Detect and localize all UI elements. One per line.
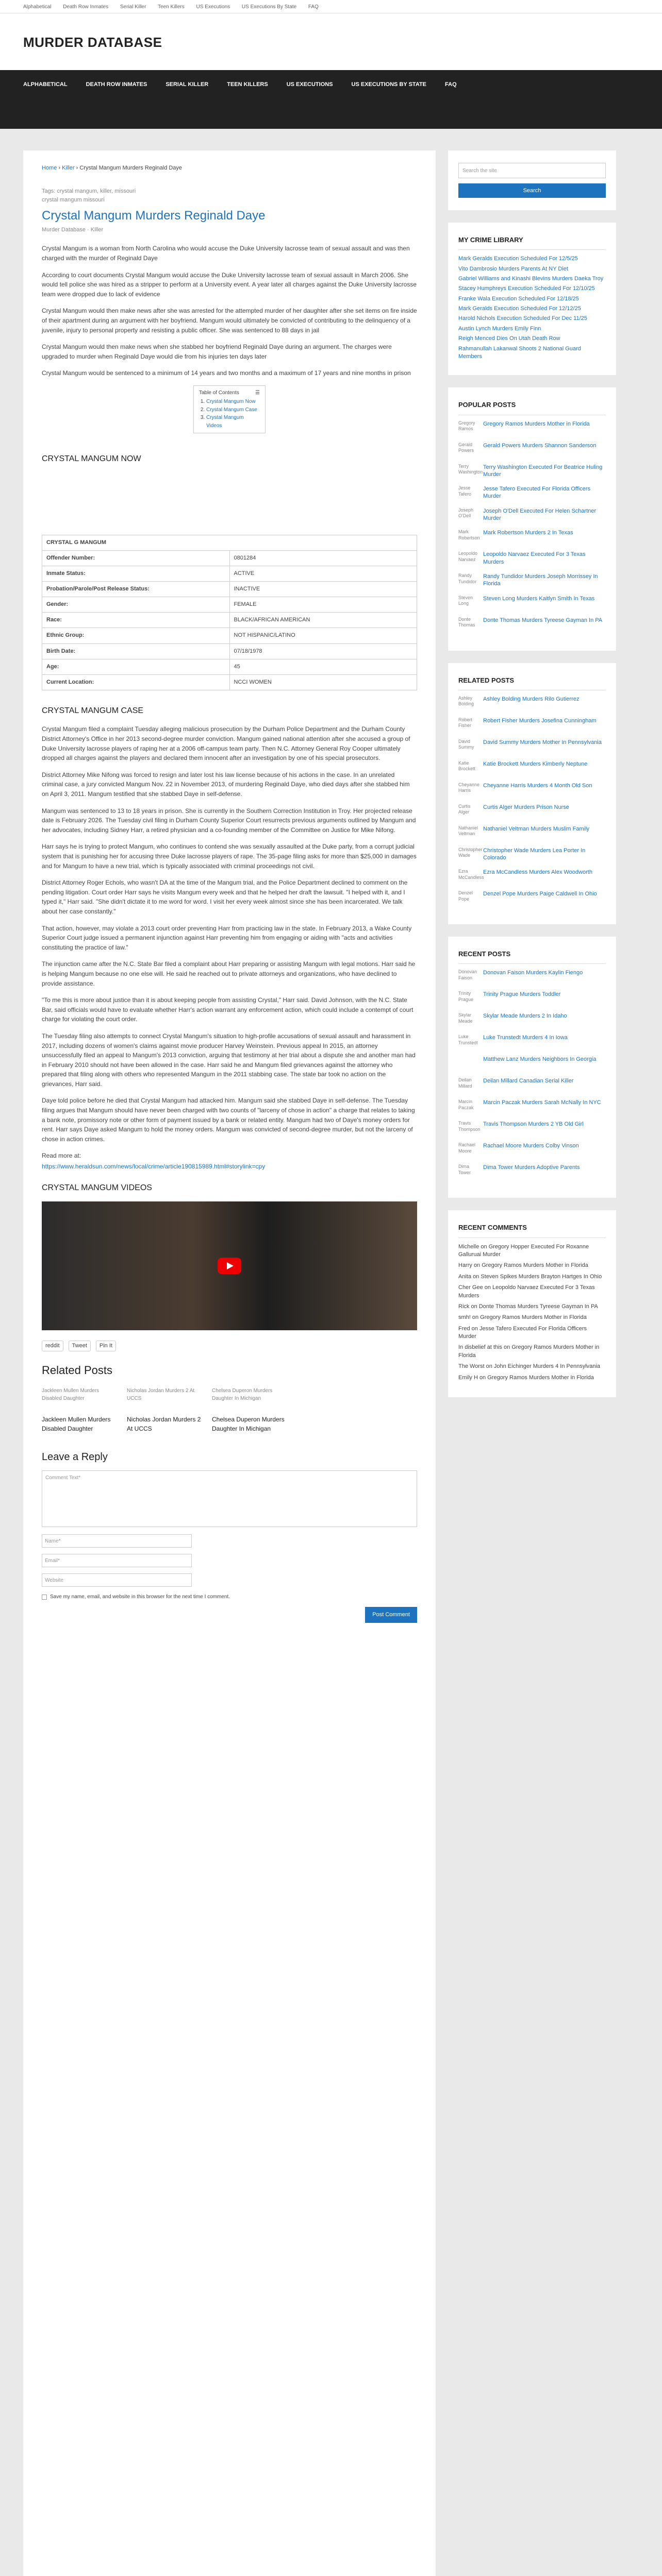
table-row: Age: 45	[42, 659, 417, 674]
library-link[interactable]: Mark Geralds Execution Scheduled For 12/12/25	[458, 306, 581, 312]
broken-image-alt: crystal mangum missouri	[42, 197, 105, 204]
library-link[interactable]: Reigh Menced Dies On Utah Death Row	[458, 335, 560, 342]
main-nav	[0, 70, 662, 129]
case-paragraph: Crystal Mangum filed a complaint Tuesday alleging malicious prosecution by the Durham Police Department and the Durham County District Attorney's Office in her 2013 second-degree murder conviction. Mangum gained national attention after she accused a group of Duke University lacrosse players of raping her at a 2006 off-campus team party. Then N.C. Attorney General Roy Cooper ultimately dropped all charges against the players and declared them innocent after an investigation by one of his special prosecutors.	[42, 725, 410, 762]
table-row: Probation/Parole/Post Release Status: INACTIVE	[42, 582, 417, 597]
top-link[interactable]: US Executions	[196, 4, 230, 10]
nav-item[interactable]: DEATH ROW INMATES	[86, 81, 147, 88]
widget-title: MY CRIME LIBRARY	[458, 235, 606, 250]
related-item[interactable]: Nicholas Jordan Murders 2 At UCCS Nicholas Jordan Murders 2 At UCCS	[127, 1387, 201, 1433]
case-paragraph: Mangum was sentenced to 13 to 18 years in prison. She is currently in the Southern Correction Institution in Troy. Her projected release date is February 2026. The Tuesday civil filing in Durham County Superior Court resurrects previous arguments outlined by Mangum and her advocates, including Sidney Harr, a retired physician and a co-founding member of the Committee on Justice for Mike Nifong.	[42, 807, 416, 834]
sidebar	[448, 150, 616, 2576]
nav-item[interactable]: SERIAL KILLER	[166, 81, 209, 88]
read-more-label: Read more at:	[42, 1152, 81, 1160]
article	[23, 150, 436, 2576]
related-item[interactable]: Jackleen Mullen Murders Disabled Daughter Jackleen Mullen Murders Disabled Daughter	[42, 1387, 117, 1434]
related-thumb: Nicholas Jordan Murders 2 At UCCS	[127, 1387, 195, 1402]
comment-item[interactable]: In disbelief at this on Gregory Ramos Murders Mother in Florida	[458, 1344, 600, 1359]
table-of-contents	[193, 385, 266, 434]
table-row: Birth Date: 07/18/1978	[42, 643, 417, 659]
comment-item[interactable]: Emily H on Gregory Ramos Murders Mother in Florida	[458, 1374, 594, 1381]
list-item[interactable]: Ashley Bolding Ashley Bolding Murders Rilo Gutierrez	[458, 695, 580, 707]
nav-item[interactable]: US EXECUTIONS	[286, 81, 333, 88]
list-item[interactable]: Mark Robertson Mark Robertson Murders 2 In Texas	[458, 529, 573, 541]
list-item[interactable]: Randy Tundidor Randy Tundidor Murders Joseph Morrissey In Florida	[458, 572, 598, 587]
inmate-table	[42, 535, 417, 690]
widget-title: POPULAR POSTS	[458, 400, 606, 415]
comment-item[interactable]: Anita on Steven Spikes Murders Brayton Hartges In Ohio	[458, 1273, 602, 1280]
read-more-link[interactable]: https://www.heraldsun.com/news/local/crime/article190815989.html#storylink=cpy	[42, 1163, 266, 1171]
share-bar	[42, 1341, 417, 1351]
list-item[interactable]: Ezra McCandless Ezra McCandless Murders Alex Woodworth	[458, 869, 592, 880]
recent-comments-widget	[448, 1210, 616, 1397]
email-field[interactable]: Email*	[42, 1554, 192, 1567]
list-item[interactable]: Luke Trunstedt Luke Trunstedt Murders 4 In Iowa	[458, 1034, 568, 1046]
post-meta[interactable]: Murder Database · Killer	[42, 227, 104, 233]
list-item[interactable]: Skylar Meade Skylar Meade Murders 2 In Idaho	[458, 1012, 567, 1024]
library-link[interactable]: Vito Dambrosio Murders Parents At NY Diet	[458, 265, 568, 272]
intro-paragraph: Crystal Mangum is a woman from North Carolina who would accuse the Duke University lacrosse team of sexual assault and was then charged with the murder of Reginald Daye	[42, 245, 410, 262]
crumb-category[interactable]: Killer	[62, 165, 75, 171]
list-item[interactable]: Gregory Ramos Gregory Ramos Murders Mother in Florida	[458, 420, 590, 432]
tweet-button[interactable]: Tweet	[69, 1341, 91, 1351]
intro-paragraph: Crystal Mangum would then make news when she stabbed her boyfriend Reginald Daye during an argument. The charges were upgraded to murder when Reginald Daye would die from his injuries ten days later	[42, 343, 392, 360]
breadcrumb: Home › Killer › Crystal Mangum Murders Reginald Daye	[42, 165, 183, 171]
list-item[interactable]: Robert Fisher Robert Fisher Murders Josefina Cunningham	[458, 717, 597, 728]
section-heading-videos: CRYSTAL MANGUM VIDEOS	[42, 1183, 152, 1192]
search-widget	[448, 150, 616, 210]
related-thumb: Chelsea Duperon Murders Daughter In Michigan	[212, 1387, 273, 1402]
save-info-label: Save my name, email, and website in this browser for the next time I comment.	[50, 1594, 230, 1600]
list-item[interactable]: Cheyanne Harris Cheyanne Harris Murders 4 Month Old Son	[458, 782, 592, 793]
list-item[interactable]: Curtis Alger Curtis Alger Murders Prison Nurse	[458, 803, 569, 815]
video-embed[interactable]	[42, 1201, 417, 1330]
reddit-share-button[interactable]: reddit	[42, 1341, 63, 1351]
search-button[interactable]: Search	[458, 183, 606, 198]
comment-item[interactable]: Fred on Jesse Tafero Executed For Florida Officers Murder	[458, 1325, 587, 1340]
table-row: Inmate Status: ACTIVE	[42, 566, 417, 582]
top-link[interactable]: Serial Killer	[120, 4, 146, 10]
case-paragraph: District Attorney Mike Nifong was forced to resign and later lost his law license because of his actions in the case. In an unrelated criminal case, a jury convicted Mangum Nov. 22 in November 2013, of murdering Reginald Daye, who died days after she stabbed him on April 3, 2011. Mangum testified that she stabbed Daye in self-defense.	[42, 771, 410, 798]
widget-title: RECENT COMMENTS	[458, 1223, 606, 1238]
library-link[interactable]: Mark Geralds Execution Scheduled For 12/5/25	[458, 256, 578, 262]
case-paragraph: Harr says he is trying to protect Mangum, who continues to contend she was sexually assaulted at the Duke party, from a corrupt judicial system that is punishing her for accusing three Duke lacrosse players of rape. The 35-page filing asks for more than $25,000 in damages and for Mangum to have a new trial, which is typically associated with criminal proceedings not civil.	[42, 843, 417, 870]
list-item[interactable]: Christopher Wade Christopher Wade Murders Lea Porter In Colorado	[458, 846, 586, 861]
list-item[interactable]: Steven Long Steven Long Murders Kaitlyn Smith In Texas	[458, 595, 595, 606]
library-link[interactable]: Rahmanullah Lakanwal Shoots 2 National Guard Members	[458, 345, 581, 360]
toc-title: Table of Contents	[199, 389, 239, 396]
play-icon[interactable]	[218, 1258, 241, 1274]
website-field[interactable]: Website	[42, 1573, 192, 1587]
widget-title: RELATED POSTS	[458, 675, 606, 690]
widget-title: RECENT POSTS	[458, 949, 606, 964]
nav-item[interactable]: FAQ	[445, 81, 457, 88]
search-input[interactable]: Search the site	[458, 163, 606, 178]
comment-item[interactable]: The Worst on John Eichinger Murders 4 In Pennsylvania	[458, 1363, 600, 1370]
list-item[interactable]: Leopoldo Narvaez Leopoldo Narvaez Executed For 3 Texas Murders	[458, 551, 586, 565]
crumb-home[interactable]: Home	[42, 165, 57, 171]
top-link[interactable]: FAQ	[308, 4, 319, 10]
comment-item[interactable]: Cher Gee on Leopoldo Narvaez Executed For 3 Texas Murders	[458, 1284, 595, 1299]
list-item[interactable]: Joseph O'Dell Joseph O'Dell Executed For Helen Schartner Murder	[458, 507, 597, 522]
library-link[interactable]: Austin Lynch Murders Emily Finn	[458, 325, 541, 332]
popular-posts-widget	[448, 387, 616, 650]
comment-item[interactable]: smh! on Gregory Ramos Murders Mother in Florida	[458, 1314, 587, 1321]
related-posts	[42, 1387, 417, 1434]
post-comment-button[interactable]: Post Comment	[365, 1607, 417, 1623]
list-item[interactable]: Nathaniel Veltman Nathaniel Veltman Murders Muslim Family	[458, 825, 590, 837]
list-item[interactable]: Matthew Lanz Murders Neighbors In Georgia	[483, 1056, 597, 1063]
post-title: Crystal Mangum Murders Reginald Daye	[42, 209, 266, 223]
post-tags[interactable]: Tags: crystal mangum, killer, missouri	[42, 188, 136, 195]
table-row: Race: BLACK/AFRICAN AMERICAN	[42, 613, 417, 628]
library-link[interactable]: Gabriel Williams and Kinashi Blevins Murders Daeka Troy	[458, 275, 604, 282]
list-item[interactable]: Donte Thomas Donte Thomas Murders Tyreese Gayman In PA	[458, 616, 603, 628]
table-row: Current Location: NCCI WOMEN	[42, 674, 417, 690]
pin-button[interactable]: Pin It	[96, 1341, 116, 1351]
case-paragraph: That action, however, may violate a 2013 court order preventing Harr from practicing law in the state. In February 2013, a Wake County Superior Court judge issued a permanent injunction against Harr preventing him from engaging or aiding with "acts and activities constituting the practice of law."	[42, 924, 412, 951]
nav-item[interactable]: TEEN KILLERS	[227, 81, 268, 88]
table-row: Gender: FEMALE	[42, 597, 417, 613]
save-info-checkbox[interactable]	[42, 1595, 47, 1600]
table-row: Ethnic Group: NOT HISPANIC/LATINO	[42, 628, 417, 643]
embed-placeholder	[42, 473, 417, 535]
list-item[interactable]: Trinity Prague Trinity Prague Murders Toddler	[458, 991, 561, 1003]
site-header	[0, 13, 662, 70]
case-paragraph: The injunction came after the N.C. State Bar filed a complaint about Harr preparing or assisting Mangum with legal motions. Harr said he is helping Mangum because no one else will. He said he reached out to private attorneys and organizations, who have declined to provide assistance.	[42, 960, 416, 987]
case-paragraph: The Tuesday filing also attempts to connect Crystal Mangum's situation to high-profile accusations of sexual assault and harassment in 2017, including dozens of women's claims against movie producer Harvey Weinstein. Previous appeal In 2015, an attorney unsuccessfully filed an appeal to Mangum's 2013 conviction, arguing that testimony at her trial about a dispute she and another man had in February 2010 should not have been allowed in the case. Harr said he and Mangum filed grievances against the attorney who prepared that filing along with others who represented Mangum in the 2011 stabbing case. The state bar took no action on the grievances, Harr said.	[42, 1032, 416, 1088]
list-item[interactable]: Terry Washington Terry Washington Executed For Beatrice Huling Murder	[458, 463, 603, 478]
list-item[interactable]: Katie Brockett Katie Brockett Murders Kimberly Neptune	[458, 760, 588, 772]
list-item[interactable]: Rachael Moore Rachael Moore Murders Colby Vinson	[458, 1142, 579, 1154]
comment-item[interactable]: Michelle on Gregory Hopper Executed For Roxanne Galluruai Murder	[458, 1243, 589, 1258]
top-link[interactable]: US Executions By State	[241, 4, 297, 10]
list-item[interactable]: Marcin Paczak Marcin Paczak Murders Sarah McNally In NYC	[458, 1099, 601, 1111]
toc-item[interactable]: Crystal Mangum Videos	[206, 415, 244, 429]
top-link[interactable]: Alphabetical	[23, 4, 52, 10]
nav-item[interactable]: US EXECUTIONS BY STATE	[351, 81, 427, 88]
related-thumb: Jackleen Mullen Murders Disabled Daughter	[42, 1387, 100, 1402]
comment-textarea[interactable]: Comment Text*	[42, 1470, 417, 1527]
name-field[interactable]: Name*	[42, 1534, 192, 1548]
related-heading: Related Posts	[42, 1364, 112, 1377]
intro-paragraph: Crystal Mangum would then make news after she was arrested for the attempted murder of her daughter after she set items on fire inside of their apartment during an argument with her boyfriend. Mangum would ultimately be convicted of contributing to the delinquency of a juvenile, injury to personal property and resisting a public officer. She was sentenced to 88 days in jail	[42, 307, 417, 334]
recent-posts-widget	[448, 937, 616, 1198]
crumb-current: Crystal Mangum Murders Reginald Daye	[79, 165, 183, 171]
reply-title: Leave a Reply	[42, 1451, 108, 1463]
crime-library-widget	[448, 223, 616, 375]
comment-item[interactable]: Rick on Donte Thomas Murders Tyreese Gayman In PA	[458, 1303, 598, 1310]
toc-item[interactable]: Crystal Mangum Now	[206, 399, 256, 405]
related-item[interactable]: Chelsea Duperon Murders Daughter In Michigan Chelsea Duperon Murders Daughter In Michigan	[212, 1387, 287, 1434]
library-link[interactable]: Harold Nichols Execution Scheduled For Dec 11/25	[458, 315, 587, 322]
nav-item[interactable]: ALPHABETICAL	[23, 81, 68, 88]
top-link[interactable]: Death Row Inmates	[63, 4, 109, 10]
site-title[interactable]: MURDER DATABASE	[23, 35, 162, 50]
list-item[interactable]: Donovan Faison Donovan Faison Murders Kaylin Fiengo	[458, 969, 583, 981]
list-item[interactable]: Travis Thompson Travis Thompson Murders 2 YB Old Girl	[458, 1121, 584, 1132]
case-paragraph: District Attorney Roger Echols, who wasn't DA at the time of the Mangum trial, and the Police Department declined to comment on the pending litigation. Court order Harr says he visits Mangum every week and that he helped her draft the lawsuit. "I helped with it, and I typed it," Harr said. "She didn't dictate it to me word for word. I visit her every week almost since she has been incarcerated. We talk about her case constantly."	[42, 879, 408, 915]
section-heading-case: CRYSTAL MANGUM CASE	[42, 706, 144, 715]
intro-paragraph: According to court documents Crystal Mangum would accuse the Duke University lacrosse team of sexual assault in March 2006. She would tell police she was hired as a stripper to perform at a University event. A year later all charges against the Duke University lacrosse team were dropped due to lack of evidence	[42, 271, 417, 298]
inmate-table-title: CRYSTAL G MANGUM	[42, 535, 417, 551]
list-item[interactable]: David Summy David Summy Murders Mother In Pennsylvania	[458, 738, 602, 750]
related-posts-widget	[448, 663, 616, 925]
section-heading-now: CRYSTAL MANGUM NOW	[42, 454, 141, 464]
case-paragraph: Daye told police before he died that Crystal Mangum had attacked him. Mangum said she stabbed Daye in self-defense. The Tuesday filing argues that Mangum should have never been charged with two counts of "larceny of chose in action" a charge that relates to taking a bank note, promissory note or other form of payment issued by a bank or related entity. Mangum had two of Daye's money orders for rent. Harr says Daye asked Mangum to hold the money orders. Mangum was convicted of second-degree murder, but not the larceny of chose in action crimes.	[42, 1097, 415, 1143]
list-item[interactable]: Deilan Millard Deilan Millard Canadian Serial Killer	[458, 1077, 574, 1089]
toc-item[interactable]: Crystal Mangum Case	[206, 406, 257, 413]
library-link[interactable]: Stacey Humphreys Execution Scheduled For 12/10/25	[458, 285, 595, 292]
library-link[interactable]: Franke Wala Execution Scheduled For 12/18/25	[458, 295, 579, 302]
list-item[interactable]: Jesse Tafero Jesse Tafero Executed For Florida Officers Murder	[458, 485, 591, 500]
top-links	[0, 0, 662, 13]
intro-paragraph: Crystal Mangum would be sentenced to a minimum of 14 years and two months and a maximum of 17 years and nine months in prison	[42, 369, 411, 377]
top-link[interactable]: Teen Killers	[158, 4, 185, 10]
list-item[interactable]: Gerald Powers Gerald Powers Murders Shannon Sanderson	[458, 442, 597, 453]
list-item[interactable]: Dima Tower Dima Tower Murders Adoptive Parents	[458, 1164, 580, 1176]
list-item[interactable]: Denzel Pope Denzel Pope Murders Paige Caldwell In Ohio	[458, 890, 597, 902]
table-row: Offender Number: 0801284	[42, 551, 417, 566]
toc-toggle-icon[interactable]: ☰	[255, 389, 260, 396]
case-paragraph: "To me this is more about justice than it is about keeping people from assisting Crystal," Harr said. David Johnson, with the N.C. State Bar, said officials would have to evaluate whether Harr's action warrant any enforcement action, which could include a contempt of court charge for violating the court order.	[42, 996, 413, 1023]
comment-item[interactable]: Harry on Gregory Ramos Murders Mother in Florida	[458, 1262, 588, 1269]
